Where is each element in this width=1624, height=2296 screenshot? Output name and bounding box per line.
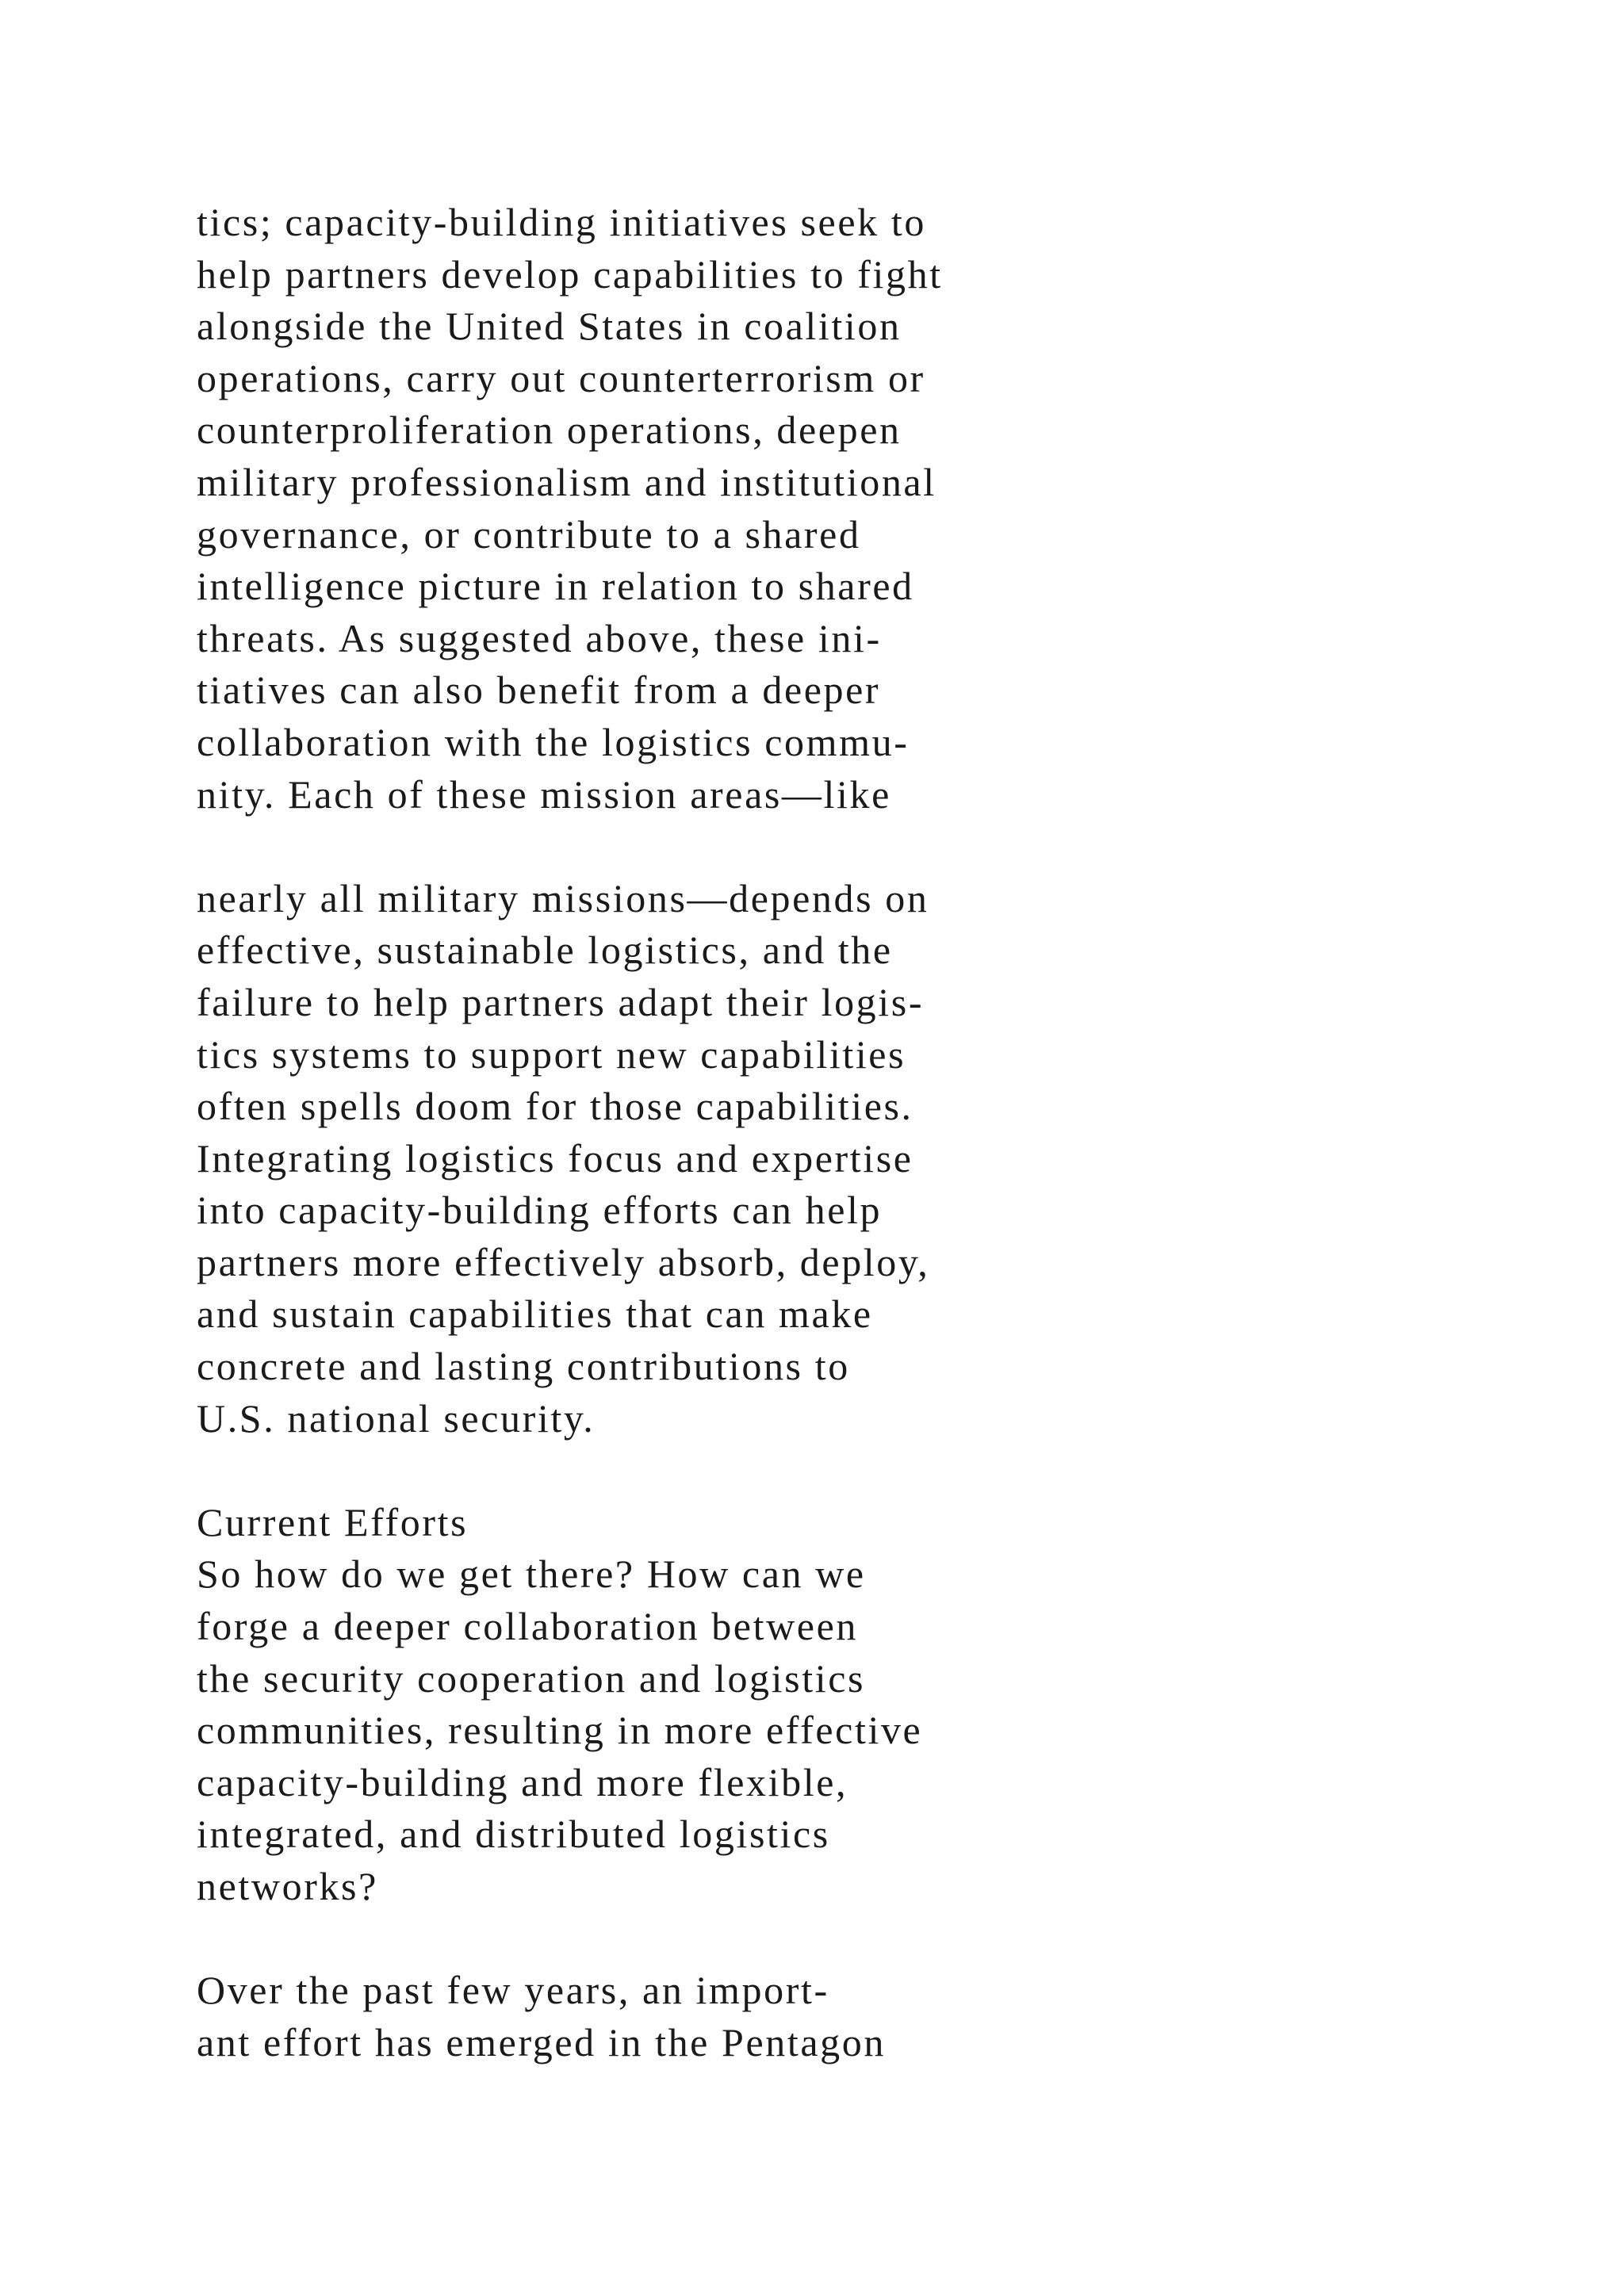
text-line: nity. Each of these mission areas—like [197, 771, 891, 817]
text-line: communities, resulting in more effective [197, 1708, 923, 1753]
text-line: effective, sustainable logistics, and the [197, 928, 893, 973]
text-line: operations, carry out counterterrorism or [197, 355, 925, 400]
text-line: intelligence picture in relation to shared [197, 564, 914, 609]
text-line: tics; capacity-building initiatives seek to [197, 200, 926, 244]
body-text-column [197, 197, 1228, 2068]
text-line: forge a deeper collaboration between [197, 1604, 858, 1649]
text-line: So how do we get there? How can we [197, 1552, 866, 1597]
text-line: counterproliferation operations, deepen [197, 408, 902, 453]
text-line: tics systems to support new capabilities [197, 1031, 906, 1077]
text-line: help partners develop capabilities to fight [197, 251, 943, 297]
text-line: often spells doom for those capabilities. [197, 1084, 914, 1129]
text-line: alongside the United States in coalition [197, 304, 902, 349]
text-line: networks? [197, 1864, 378, 1908]
text-line: and sustain capabilities that can make [197, 1292, 873, 1337]
text-line: ant effort has emerged in the Pentagon [197, 2019, 886, 2064]
paragraph [197, 197, 1228, 821]
text-line: U.S. national security. [197, 1395, 596, 1441]
text-line: governance, or contribute to a shared [197, 511, 861, 557]
section-heading: Current Efforts [197, 1499, 469, 1544]
text-line: into capacity-building efforts can help [197, 1188, 883, 1233]
section-current-efforts [197, 1497, 1228, 1913]
blank-line [197, 1913, 1228, 1965]
text-line: nearly all military missions—depends on [197, 875, 929, 920]
blank-line [197, 1445, 1228, 1497]
text-line: military professionalism and institutional [197, 459, 936, 504]
text-line: concrete and lasting contributions to [197, 1344, 850, 1389]
text-line: the security cooperation and logistics [197, 1655, 866, 1701]
text-line: partners more effectively absorb, deploy, [197, 1239, 930, 1284]
text-line: Integrating logistics focus and expertise [197, 1135, 914, 1181]
paragraph [197, 1965, 1228, 2068]
text-line: integrated, and distributed logistics [197, 1812, 830, 1857]
text-line: tiatives can also benefit from a deeper [197, 668, 881, 713]
text-line: Over the past few years, an import- [197, 1968, 829, 2013]
blank-line [197, 821, 1228, 873]
paragraph [197, 873, 1228, 1445]
text-line: threats. As suggested above, these ini- [197, 615, 882, 660]
text-line: capacity-building and more flexible, [197, 1759, 848, 1804]
text-line: failure to help partners adapt their logis- [197, 979, 925, 1024]
text-line: collaboration with the logistics commu- [197, 719, 910, 764]
